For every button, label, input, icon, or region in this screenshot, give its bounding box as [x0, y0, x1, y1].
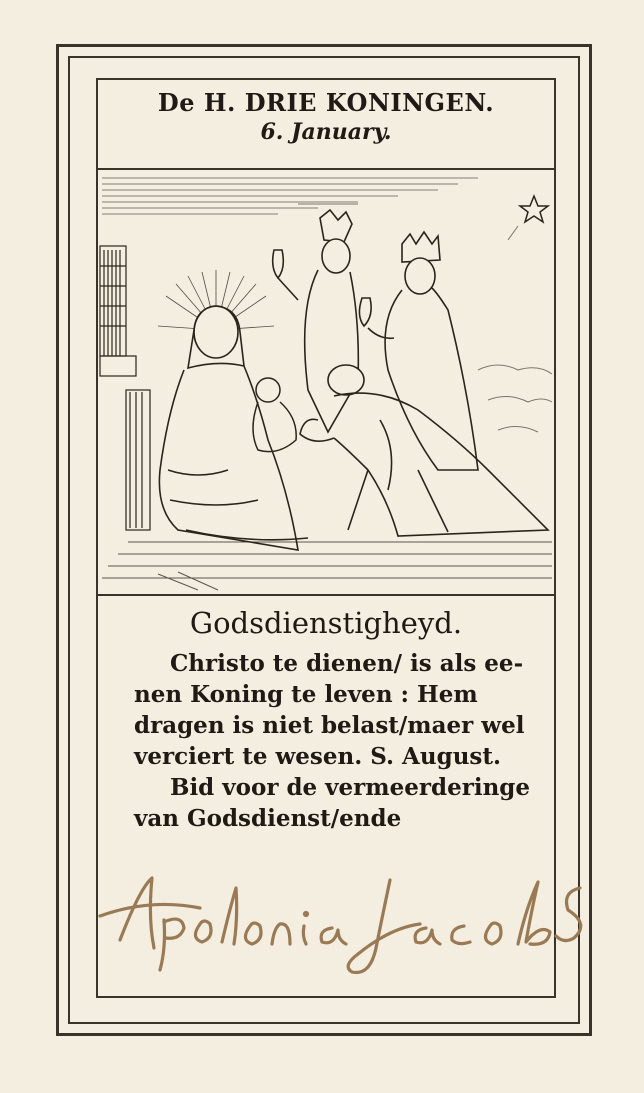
verse-line: van Godsdienst/ende — [134, 805, 402, 832]
madonna-figure — [159, 306, 308, 550]
verse-line: verciert te wesen. S. August. — [134, 743, 502, 770]
stable-pillar — [100, 246, 150, 530]
engraving-divider — [98, 594, 554, 596]
verse-line: nen Koning te leven : Hem — [134, 681, 478, 708]
feast-title: De H. DRIE KONINGEN. — [157, 88, 495, 117]
sky-hatching — [102, 178, 478, 214]
verse-line: dragen is niet belast/maer wel — [134, 712, 525, 739]
landscape-hatching — [298, 204, 552, 432]
adoration-engraving — [98, 170, 554, 594]
verse-line: Bid voor de vermeerderinge — [170, 774, 531, 801]
standing-king-figure — [273, 210, 359, 432]
floor-hatching — [102, 542, 552, 590]
verse-line: Christo te dienen/ is als ee- — [170, 650, 524, 677]
feast-date: 6. January. — [260, 119, 392, 145]
card-header — [98, 80, 554, 168]
crowned-king-figure — [359, 232, 478, 470]
christ-child-figure — [253, 378, 296, 452]
handwritten-signature — [90, 858, 630, 978]
star-of-bethlehem-icon — [520, 196, 548, 222]
verse-text — [134, 648, 534, 834]
virtue-heading: Godsdienstigheyd. — [189, 606, 463, 640]
